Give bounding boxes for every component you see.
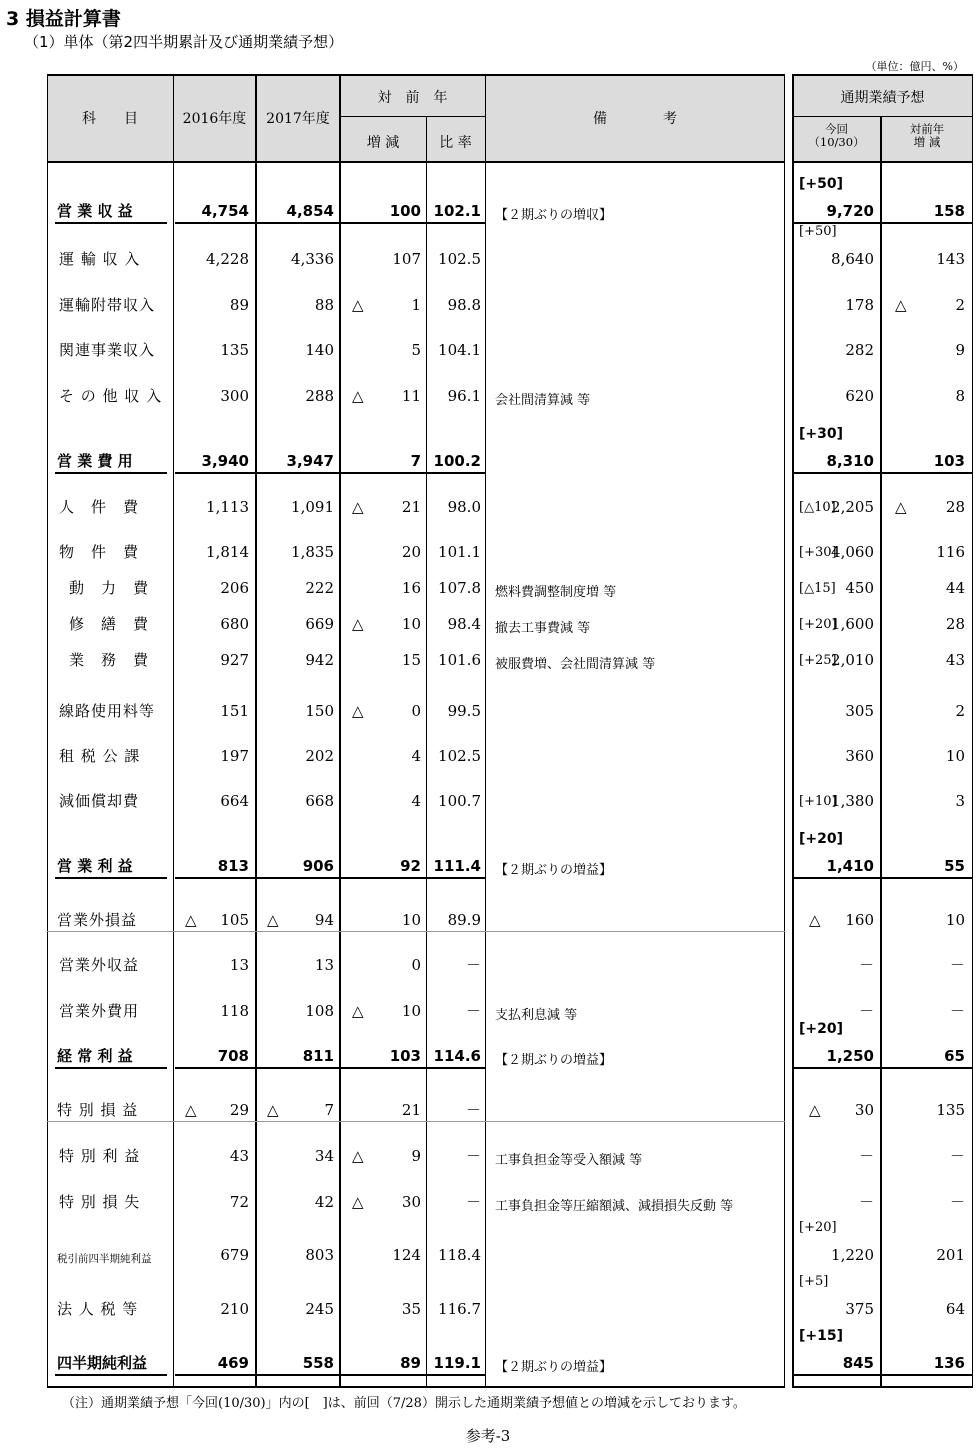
value-ratio: 102.1: [433, 202, 481, 220]
forecast-current: 4,060: [831, 543, 874, 561]
value-2016: 29: [229, 1101, 249, 1119]
row-label: 修 繕 費: [69, 615, 150, 633]
value-2017: 42: [314, 1193, 334, 1211]
value-2016: 813: [217, 857, 249, 875]
forecast-yoy: 2: [955, 296, 965, 314]
negative-mark: △: [352, 498, 364, 516]
value-ratio: 98.8: [447, 296, 481, 314]
value-2017: 1,835: [291, 543, 334, 561]
negative-mark: △: [895, 296, 907, 314]
forecast-yoy: 2: [955, 702, 965, 720]
value-ratio: 96.1: [447, 387, 481, 405]
value-2017: 245: [305, 1300, 334, 1318]
forecast-bracket: [+20]: [799, 1021, 844, 1037]
value-2016: 300: [220, 387, 249, 405]
forecast-yoy: 158: [933, 202, 965, 220]
row-label: 特 別 利 益: [59, 1147, 141, 1165]
value-ratio: 100.7: [438, 792, 481, 810]
row-label: 経 常 利 益: [57, 1047, 133, 1065]
table-row: [47, 831, 973, 879]
table-row: [47, 1220, 973, 1268]
value-change: 35: [401, 1300, 421, 1318]
table-row: [47, 1193, 973, 1215]
value-change: 107: [392, 250, 421, 268]
table-row: [47, 176, 973, 224]
value-2017: 202: [305, 747, 334, 765]
table-row: [47, 296, 973, 318]
value-2017: 94: [314, 911, 334, 929]
separator: [47, 1121, 785, 1122]
forecast-current: 845: [842, 1354, 874, 1372]
table-row: [47, 498, 973, 520]
row-underline: [55, 472, 167, 474]
header-forecast-yoy: 対前年 増 減: [909, 122, 945, 149]
row-underline: [175, 1067, 485, 1069]
value-change: 15: [401, 651, 421, 669]
negative-mark: △: [185, 911, 197, 929]
forecast-yoy: 143: [936, 250, 965, 268]
value-2016: 135: [220, 341, 249, 359]
value-2016: 210: [220, 1300, 249, 1318]
separator: [47, 931, 785, 932]
row-underline: [794, 1374, 972, 1376]
forecast-bracket: [+5]: [799, 1274, 829, 1289]
forecast-current: 1,250: [826, 1047, 874, 1065]
forecast-yoy: 103: [933, 452, 965, 470]
value-2017: 4,336: [291, 250, 334, 268]
header-2016: 2016年度: [182, 111, 247, 127]
forecast-yoy: 28: [945, 615, 965, 633]
table-row: [47, 651, 973, 673]
row-underline: [794, 472, 972, 474]
value-ratio: －: [465, 956, 481, 974]
table-row: [47, 341, 973, 363]
row-label: 四半期純利益: [57, 1354, 148, 1372]
value-2016: 3,940: [201, 452, 249, 470]
page-title: 3 損益計算書: [6, 8, 121, 30]
forecast-yoy: 64: [945, 1300, 965, 1318]
value-change: 10: [401, 615, 421, 633]
forecast-bracket: [+25]: [799, 653, 837, 668]
value-2017: 13: [314, 956, 334, 974]
value-change: 10: [401, 1002, 421, 1020]
value-change: 7: [410, 452, 421, 470]
income-statement-table: [47, 74, 973, 1388]
header-2017: 2017年度: [266, 111, 330, 127]
forecast-bracket: [+10]: [799, 794, 837, 809]
unit-note: （単位：億円、%）: [865, 60, 964, 73]
value-ratio: －: [465, 1193, 481, 1211]
table-row: [47, 911, 973, 933]
forecast-yoy: 8: [955, 387, 965, 405]
value-2016: 206: [220, 579, 249, 597]
forecast-current: 1,380: [831, 792, 874, 810]
value-ratio: 101.1: [438, 543, 481, 561]
forecast-yoy: 3: [955, 792, 965, 810]
value-ratio: 98.4: [447, 615, 481, 633]
forecast-current: 30: [854, 1101, 874, 1119]
table-row: [47, 1147, 973, 1169]
table-row: [47, 1328, 973, 1376]
row-remark: 燃料費調整制度増 等: [495, 585, 617, 600]
row-remark: 【２期ぶりの増収】: [495, 208, 613, 223]
row-remark: 【２期ぶりの増益】: [495, 1053, 613, 1068]
value-ratio: 114.6: [433, 1047, 481, 1065]
forecast-bracket: [+30]: [799, 426, 844, 442]
page-number: 参考-3: [465, 1427, 511, 1445]
forecast-yoy: 201: [936, 1246, 965, 1264]
header-remarks: 備 考: [593, 111, 677, 127]
forecast-current: 305: [845, 702, 874, 720]
forecast-yoy: 9: [955, 341, 965, 359]
header-change: 増 減: [366, 135, 400, 151]
value-2017: 288: [305, 387, 334, 405]
row-underline: [175, 472, 485, 474]
row-label: 減価償却費: [59, 792, 140, 810]
row-label: 営業外損益: [57, 911, 138, 929]
forecast-current: 8,310: [826, 452, 874, 470]
value-2017: 7: [324, 1101, 334, 1119]
negative-mark: △: [352, 1147, 364, 1165]
forecast-bracket: [+20]: [799, 1220, 837, 1235]
forecast-yoy: 28: [945, 498, 965, 516]
value-change: 4: [411, 792, 421, 810]
forecast-current: －: [858, 956, 874, 974]
row-label: 特 別 損 益: [57, 1101, 139, 1119]
header-item: 科 目: [82, 111, 138, 127]
forecast-current: 282: [845, 341, 874, 359]
forecast-current: 160: [845, 911, 874, 929]
value-2016: 679: [220, 1246, 249, 1264]
forecast-yoy: 44: [945, 579, 965, 597]
table-row: [47, 1101, 973, 1123]
value-ratio: 89.9: [447, 911, 481, 929]
forecast-current: －: [858, 1002, 874, 1020]
negative-mark: △: [352, 1002, 364, 1020]
forecast-current: 620: [845, 387, 874, 405]
forecast-current: 8,640: [831, 250, 874, 268]
value-change: 0: [411, 702, 421, 720]
forecast-bracket: [+20]: [799, 617, 837, 632]
row-label: 営 業 利 益: [57, 857, 133, 875]
negative-mark: △: [809, 1101, 821, 1119]
value-change: 4: [411, 747, 421, 765]
value-2017: 803: [305, 1246, 334, 1264]
value-2017: 108: [305, 1002, 334, 1020]
value-change: 20: [401, 543, 421, 561]
value-change: 1: [411, 296, 421, 314]
value-2016: 43: [229, 1147, 249, 1165]
row-label: 運 輸 収 入: [59, 250, 141, 268]
value-2016: 469: [217, 1354, 249, 1372]
value-change: 89: [400, 1354, 421, 1372]
value-2017: 669: [305, 615, 334, 633]
forecast-bracket: [+50]: [799, 176, 844, 192]
forecast-current: 450: [845, 579, 874, 597]
value-2017: 4,854: [286, 202, 334, 220]
header-current: 今回 （10/30）: [808, 122, 865, 149]
table-row: [47, 543, 973, 565]
value-ratio: 107.8: [438, 579, 481, 597]
forecast-yoy: 43: [945, 651, 965, 669]
value-2017: 668: [305, 792, 334, 810]
value-2016: 708: [217, 1047, 249, 1065]
forecast-yoy: 55: [944, 857, 965, 875]
negative-mark: △: [267, 1101, 279, 1119]
negative-mark: △: [895, 498, 907, 516]
forecast-yoy: －: [949, 1002, 965, 1020]
row-label: 特 別 損 失: [59, 1193, 141, 1211]
value-2017: 942: [305, 651, 334, 669]
header-forecast: 通期業績予想: [840, 90, 925, 106]
row-underline: [55, 1374, 167, 1376]
forecast-yoy: －: [949, 956, 965, 974]
row-label: 租 税 公 課: [59, 747, 141, 765]
forecast-bracket: [+30]: [799, 545, 837, 560]
value-change: 124: [392, 1246, 421, 1264]
forecast-bracket: [+15]: [799, 1328, 844, 1344]
value-change: 30: [401, 1193, 421, 1211]
forecast-yoy: －: [949, 1193, 965, 1211]
table-row: [47, 792, 973, 814]
value-ratio: 102.5: [438, 747, 481, 765]
value-2017: 811: [302, 1047, 334, 1065]
row-underline: [794, 877, 972, 879]
header-ratio: 比 率: [439, 135, 472, 151]
forecast-current: 2,205: [831, 498, 874, 516]
row-underline: [175, 222, 485, 224]
row-remark: 【２期ぶりの増益】: [495, 863, 613, 878]
forecast-current: －: [858, 1193, 874, 1211]
forecast-current: －: [858, 1147, 874, 1165]
value-2017: 140: [305, 341, 334, 359]
forecast-current: 2,010: [831, 651, 874, 669]
value-2016: 927: [220, 651, 249, 669]
forecast-current: 375: [845, 1300, 874, 1318]
row-remark: 工事負担金等圧縮額減、減損損失反動 等: [495, 1199, 734, 1214]
forecast-current: 9,720: [826, 202, 874, 220]
value-2017: 558: [302, 1354, 334, 1372]
forecast-bracket: [+50]: [799, 224, 837, 239]
value-change: 103: [389, 1047, 421, 1065]
negative-mark: △: [267, 911, 279, 929]
value-ratio: －: [465, 1002, 481, 1020]
value-2016: 1,113: [206, 498, 249, 516]
table-row: [47, 224, 973, 272]
row-label: 法 人 税 等: [57, 1300, 139, 1318]
value-2017: 906: [302, 857, 334, 875]
value-change: 5: [411, 341, 421, 359]
value-change: 11: [401, 387, 421, 405]
value-ratio: 118.4: [438, 1246, 481, 1264]
row-label: 物 件 費: [59, 543, 140, 561]
table-row: [47, 747, 973, 769]
forecast-bracket: [+20]: [799, 831, 844, 847]
row-label: そ の 他 収 入: [59, 387, 163, 405]
value-2017: 3,947: [286, 452, 334, 470]
row-underline: [55, 222, 167, 224]
value-2017: 88: [314, 296, 334, 314]
value-ratio: －: [465, 1147, 481, 1165]
row-remark: 工事負担金等受入額減 等: [495, 1153, 643, 1168]
row-label: 関連事業収入: [59, 341, 156, 359]
row-underline: [794, 1067, 972, 1069]
value-2016: 118: [220, 1002, 249, 1020]
row-label: 営 業 費 用: [57, 452, 133, 470]
value-ratio: 116.7: [438, 1300, 481, 1318]
row-underline: [175, 877, 485, 879]
value-2016: 105: [220, 911, 249, 929]
negative-mark: △: [352, 702, 364, 720]
row-label: 営 業 収 益: [57, 202, 133, 220]
value-2016: 1,814: [206, 543, 249, 561]
negative-mark: △: [185, 1101, 197, 1119]
value-change: 0: [411, 956, 421, 974]
value-2016: 4,754: [201, 202, 249, 220]
row-remark: 支払利息減 等: [495, 1008, 578, 1023]
value-ratio: 99.5: [447, 702, 481, 720]
value-ratio: 102.5: [438, 250, 481, 268]
value-change: 21: [401, 498, 421, 516]
value-ratio: 119.1: [433, 1354, 481, 1372]
row-label: 人 件 費: [59, 498, 140, 516]
forecast-current: 1,220: [831, 1246, 874, 1264]
row-remark: 【２期ぶりの増益】: [495, 1360, 613, 1375]
value-ratio: 111.4: [433, 857, 481, 875]
value-2016: 197: [220, 747, 249, 765]
row-underline: [55, 1067, 167, 1069]
table-row: [47, 387, 973, 409]
table-row: [47, 1021, 973, 1069]
forecast-yoy: 10: [945, 747, 965, 765]
value-2017: 1,091: [291, 498, 334, 516]
negative-mark: △: [809, 911, 821, 929]
row-label: 業 務 費: [69, 651, 150, 669]
table-row: [47, 615, 973, 637]
value-ratio: 98.0: [447, 498, 481, 516]
value-2017: 34: [314, 1147, 334, 1165]
value-2016: 13: [229, 956, 249, 974]
value-2016: 72: [229, 1193, 249, 1211]
forecast-bracket: [△15]: [799, 581, 836, 596]
negative-mark: △: [352, 387, 364, 405]
row-remark: 会社間清算減 等: [495, 393, 591, 408]
value-change: 10: [401, 911, 421, 929]
forecast-yoy: 135: [936, 1101, 965, 1119]
value-2016: 4,228: [206, 250, 249, 268]
row-label: 線路使用料等: [59, 702, 156, 720]
forecast-current: 1,600: [831, 615, 874, 633]
table-row: [47, 1274, 973, 1322]
forecast-yoy: 65: [944, 1047, 965, 1065]
value-change: 92: [400, 857, 421, 875]
value-change: 100: [389, 202, 421, 220]
forecast-current: 1,410: [826, 857, 874, 875]
forecast-bracket: [△10]: [799, 500, 836, 515]
forecast-yoy: －: [949, 1147, 965, 1165]
value-2017: 150: [305, 702, 334, 720]
row-underline: [55, 877, 167, 879]
value-change: 16: [401, 579, 421, 597]
value-2016: 664: [220, 792, 249, 810]
value-ratio: －: [465, 1101, 481, 1119]
row-label: 営業外収益: [59, 956, 140, 974]
negative-mark: △: [352, 615, 364, 633]
forecast-current: 360: [845, 747, 874, 765]
header-yoy: 対 前 年: [377, 90, 448, 106]
page-subtitle: （1）単体（第2四半期累計及び通期業績予想）: [24, 33, 344, 51]
row-label: 営業外費用: [59, 1002, 140, 1020]
row-label: 運輸附帯収入: [59, 296, 156, 314]
row-label: 動 力 費: [69, 579, 150, 597]
value-ratio: 104.1: [438, 341, 481, 359]
negative-mark: △: [352, 296, 364, 314]
row-remark: 被服費増、会社間清算減 等: [495, 657, 656, 672]
table-row: [47, 579, 973, 601]
table-row: [47, 702, 973, 724]
footnote: （注）通期業績予想「今回(10/30)」内の[ ]は、前回（7/28）開示した通期業績予想値との増減を示しております。: [62, 1396, 746, 1411]
value-change: 21: [401, 1101, 421, 1119]
forecast-yoy: 10: [945, 911, 965, 929]
negative-mark: △: [352, 1193, 364, 1211]
value-2017: 222: [305, 579, 334, 597]
table-row: [47, 426, 973, 474]
value-2016: 89: [229, 296, 249, 314]
row-remark: 撤去工事費減 等: [495, 621, 591, 636]
value-change: 9: [411, 1147, 421, 1165]
forecast-yoy: 116: [936, 543, 965, 561]
table-row: [47, 956, 973, 978]
forecast-yoy: 136: [933, 1354, 965, 1372]
row-label: 税引前四半期純利益: [57, 1253, 152, 1265]
forecast-current: 178: [845, 296, 874, 314]
value-ratio: 101.6: [438, 651, 481, 669]
value-2016: 151: [220, 702, 249, 720]
value-ratio: 100.2: [433, 452, 481, 470]
value-2016: 680: [220, 615, 249, 633]
row-underline: [175, 1374, 485, 1376]
